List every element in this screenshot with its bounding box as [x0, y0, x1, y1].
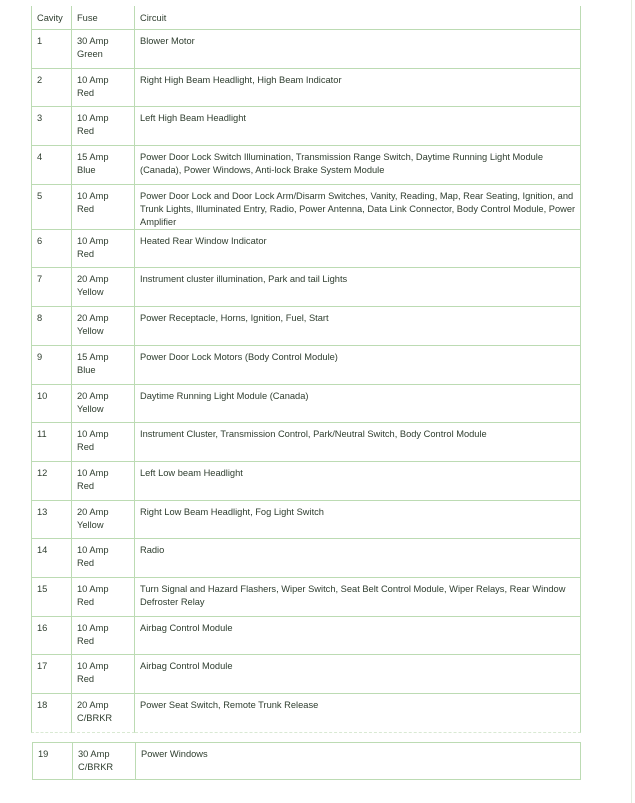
header-circuit: Circuit [135, 6, 581, 30]
cavity-cell: 9 [31, 346, 72, 385]
fuse-amperage: 10 Amp [77, 429, 109, 440]
circuit-cell: Power Door Lock Motors (Body Control Module) [135, 346, 581, 385]
fuse-amperage: 10 Amp [77, 113, 109, 124]
cavity-cell: 2 [31, 69, 72, 108]
fuse-amperage: 15 Amp [77, 351, 109, 362]
table-row [31, 423, 581, 462]
cavity-cell: 3 [31, 107, 72, 146]
cavity-cell: 1 [31, 30, 72, 69]
fuse-color: Red [77, 480, 95, 491]
table-row [31, 230, 581, 269]
table-row [31, 539, 581, 578]
fuse-cell [72, 539, 135, 578]
table-row [31, 617, 581, 656]
fuse-amperage: 10 Amp [77, 583, 109, 594]
fuse-color: Yellow [77, 326, 104, 337]
fuse-amperage: 30 Amp [77, 36, 109, 46]
table-row [31, 385, 581, 424]
fuse-table-continued [32, 742, 581, 780]
fuse-color: C/BRKR [78, 762, 114, 772]
cavity-cell: 18 [31, 694, 72, 733]
circuit-cell: Radio [135, 539, 581, 578]
table-row [31, 307, 581, 346]
cavity-cell: 19 [32, 743, 73, 780]
fuse-cell [72, 578, 135, 617]
fuse-amperage: 10 Amp [77, 545, 109, 556]
cavity-cell: 11 [31, 423, 72, 462]
circuit-cell: Power Door Lock and Door Lock Arm/Disarm Switches, Vanity, Reading, Map, Rear Seating, Ignition, and Trunk Lights, Illuminated Entry, Radio, Power Antenna, Data Link Connector, Body Control Module, Power Amplifier [135, 185, 581, 230]
cavity-cell: 4 [31, 146, 72, 185]
fuse-color: Red [77, 126, 95, 137]
fuse-cell [72, 655, 135, 694]
circuit-cell: Power Receptacle, Horns, Ignition, Fuel, Start [135, 307, 581, 346]
fuse-cell [72, 501, 135, 540]
circuit-cell: Instrument cluster illumination, Park and tail Lights [135, 268, 581, 307]
cavity-cell: 10 [31, 385, 72, 424]
cavity-cell: 15 [31, 578, 72, 617]
fuse-color: Red [77, 558, 95, 569]
fuse-color: Yellow [77, 519, 104, 530]
fuse-amperage: 10 Amp [77, 622, 109, 633]
table-row [31, 346, 581, 385]
cavity-cell: 8 [31, 307, 72, 346]
circuit-cell: Left Low beam Headlight [135, 462, 581, 501]
fuse-color: Green [77, 49, 103, 59]
fuse-cell [72, 185, 135, 230]
fuse-color: Yellow [77, 403, 104, 414]
fuse-amperage: 30 Amp [78, 749, 110, 759]
circuit-cell: Daytime Running Light Module (Canada) [135, 385, 581, 424]
fuse-cell [72, 146, 135, 185]
table-row [31, 655, 581, 694]
table-row [31, 268, 581, 307]
table-row [32, 743, 581, 780]
fuse-cell [72, 69, 135, 108]
fuse-cell [72, 307, 135, 346]
fuse-cell [73, 743, 136, 780]
fuse-amperage: 20 Amp [77, 700, 109, 710]
cavity-cell: 12 [31, 462, 72, 501]
fuse-amperage: 20 Amp [77, 274, 109, 285]
header-fuse: Fuse [72, 6, 135, 30]
fuse-cell [72, 230, 135, 269]
circuit-cell: Right Low Beam Headlight, Fog Light Switch [135, 501, 581, 540]
table-row [31, 694, 581, 733]
circuit-cell: Power Windows [136, 743, 581, 780]
circuit-cell: Power Seat Switch, Remote Trunk Release [135, 694, 581, 733]
circuit-cell: Instrument Cluster, Transmission Control, Park/Neutral Switch, Body Control Module [135, 423, 581, 462]
header-cavity: Cavity [31, 6, 72, 30]
cavity-cell: 14 [31, 539, 72, 578]
fuse-cell [72, 423, 135, 462]
circuit-cell: Airbag Control Module [135, 655, 581, 694]
fuse-color: Red [77, 596, 95, 607]
cavity-cell: 5 [31, 185, 72, 230]
fuse-cell [72, 385, 135, 424]
circuit-cell: Right High Beam Headlight, High Beam Indicator [135, 69, 581, 108]
fuse-color: Red [77, 635, 95, 646]
fuse-color: C/BRKR [77, 713, 113, 723]
table-header-row [31, 6, 581, 30]
fuse-cell [72, 346, 135, 385]
fuse-amperage: 10 Amp [77, 74, 109, 85]
fuse-amperage: 20 Amp [77, 313, 109, 324]
table-row [31, 146, 581, 185]
circuit-cell: Heated Rear Window Indicator [135, 230, 581, 269]
circuit-cell: Power Door Lock Switch Illumination, Transmission Range Switch, Daytime Running Light Module (Canada), Power Windows, Anti-lock Brake System Module [135, 146, 581, 185]
cavity-cell: 16 [31, 617, 72, 656]
fuse-amperage: 20 Amp [77, 506, 109, 517]
fuse-cell [72, 462, 135, 501]
fuse-cell [72, 107, 135, 146]
cavity-cell: 7 [31, 268, 72, 307]
table-row [31, 30, 581, 69]
table-row [31, 185, 581, 230]
fuse-amperage: 10 Amp [77, 661, 109, 672]
fuse-amperage: 10 Amp [77, 190, 109, 201]
fuse-color: Blue [77, 165, 96, 176]
fuse-amperage: 15 Amp [77, 152, 109, 163]
fuse-color: Red [77, 248, 95, 259]
table-row [31, 107, 581, 146]
cavity-cell: 6 [31, 230, 72, 269]
fuse-amperage: 10 Amp [77, 235, 109, 246]
cavity-cell: 13 [31, 501, 72, 540]
fuse-color: Red [77, 203, 95, 214]
fuse-amperage: 10 Amp [77, 467, 109, 478]
fuse-cell [72, 617, 135, 656]
fuse-color: Red [77, 674, 95, 685]
table-row [31, 578, 581, 617]
cavity-cell: 17 [31, 655, 72, 694]
fuse-color: Blue [77, 364, 96, 375]
circuit-cell: Blower Motor [135, 30, 581, 69]
fuse-cell [72, 30, 135, 69]
fuse-cell [72, 694, 135, 733]
fuse-color: Red [77, 442, 95, 453]
table-row [31, 69, 581, 108]
table-row [31, 501, 581, 540]
fuse-color: Red [77, 87, 95, 98]
fuse-color: Yellow [77, 287, 104, 298]
fuse-amperage: 20 Amp [77, 390, 109, 401]
circuit-cell: Turn Signal and Hazard Flashers, Wiper Switch, Seat Belt Control Module, Wiper Relays, Rear Window Defroster Relay [135, 578, 581, 617]
circuit-cell: Airbag Control Module [135, 617, 581, 656]
circuit-cell: Left High Beam Headlight [135, 107, 581, 146]
table-row [31, 462, 581, 501]
fuse-cell [72, 268, 135, 307]
fuse-table [31, 6, 581, 733]
